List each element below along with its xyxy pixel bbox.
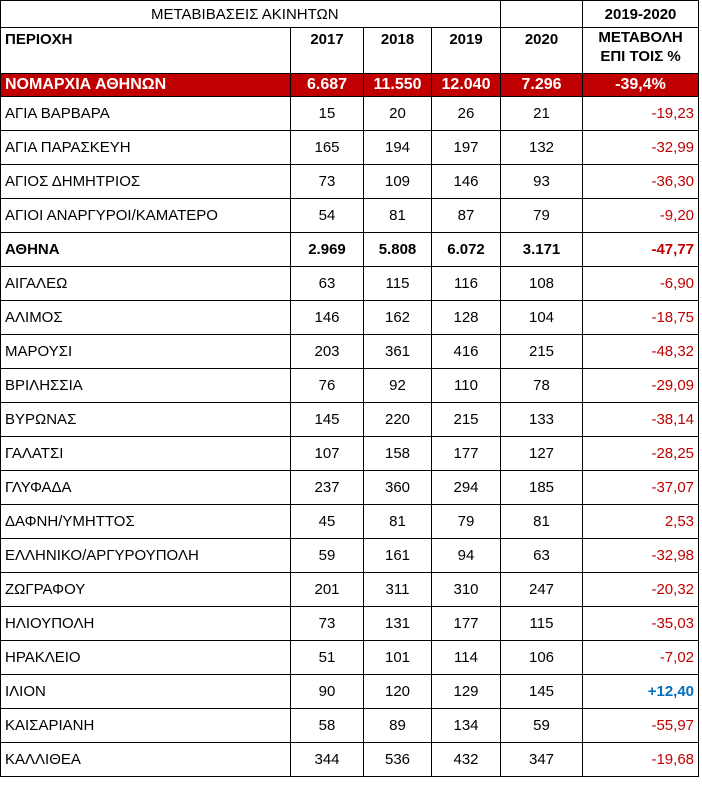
change-cell[interactable]: -18,75 (583, 301, 699, 335)
value-2019-cell[interactable]: 26 (432, 97, 501, 131)
value-2020-cell[interactable]: 132 (501, 131, 583, 165)
value-2017-cell[interactable]: 90 (291, 675, 364, 709)
value-2019-cell[interactable]: 432 (432, 743, 501, 777)
value-2018-cell[interactable]: 360 (364, 471, 432, 505)
value-2019-cell[interactable]: 177 (432, 437, 501, 471)
change-cell[interactable]: -35,03 (583, 607, 699, 641)
area-cell[interactable]: ΒΡΙΛΗΣΣΙΑ (1, 369, 291, 403)
table-row (1, 131, 699, 165)
change-cell[interactable]: -9,20 (583, 199, 699, 233)
value-2019-cell[interactable]: 294 (432, 471, 501, 505)
value-2017-cell[interactable]: 15 (291, 97, 364, 131)
value-2020-cell[interactable]: 59 (501, 709, 583, 743)
change-cell[interactable]: -6,90 (583, 267, 699, 301)
change-cell[interactable]: -32,99 (583, 131, 699, 165)
value-2020-cell[interactable]: 133 (501, 403, 583, 437)
table-row (1, 301, 699, 335)
change-cell[interactable]: -48,32 (583, 335, 699, 369)
total-2018[interactable]: 11.550 (364, 74, 432, 97)
value-2020-cell[interactable]: 3.171 (501, 233, 583, 267)
change-cell[interactable]: -36,30 (583, 165, 699, 199)
table-row (1, 539, 699, 573)
value-2020-cell[interactable]: 106 (501, 641, 583, 675)
area-cell[interactable]: ΑΓΙΟΙ ΑΝΑΡΓΥΡΟΙ/ΚΑΜΑΤΕΡΟ (1, 199, 291, 233)
value-2018-cell[interactable]: 20 (364, 97, 432, 131)
value-2020-cell[interactable]: 21 (501, 97, 583, 131)
value-2017-cell[interactable]: 2.969 (291, 233, 364, 267)
value-2020-cell[interactable]: 63 (501, 539, 583, 573)
empty-cell[interactable] (501, 1, 583, 28)
total-area[interactable]: ΝΟΜΑΡΧΙΑ ΑΘΗΝΩΝ (1, 74, 291, 97)
header-2017[interactable]: 2017 (291, 28, 364, 74)
value-2017-cell[interactable]: 54 (291, 199, 364, 233)
value-2020-cell[interactable]: 247 (501, 573, 583, 607)
table-row (1, 335, 699, 369)
value-2018-cell[interactable]: 194 (364, 131, 432, 165)
header-2018[interactable]: 2018 (364, 28, 432, 74)
value-2017-cell[interactable]: 73 (291, 165, 364, 199)
value-2017-cell[interactable]: 107 (291, 437, 364, 471)
table-row (1, 505, 699, 539)
value-2019-cell[interactable]: 177 (432, 607, 501, 641)
area-cell[interactable]: ΜΑΡΟΥΣΙ (1, 335, 291, 369)
change-cell[interactable]: -20,32 (583, 573, 699, 607)
value-2018-cell[interactable]: 162 (364, 301, 432, 335)
value-2019-cell[interactable]: 94 (432, 539, 501, 573)
change-cell[interactable]: -19,23 (583, 97, 699, 131)
area-cell[interactable]: ΒΥΡΩΝΑΣ (1, 403, 291, 437)
value-2017-cell[interactable]: 73 (291, 607, 364, 641)
value-2018-cell[interactable]: 5.808 (364, 233, 432, 267)
table-row (1, 267, 699, 301)
value-2017-cell[interactable]: 146 (291, 301, 364, 335)
table-title[interactable]: ΜΕΤΑΒΙΒΑΣΕΙΣ ΑΚΙΝΗΤΩΝ (1, 1, 501, 28)
area-cell[interactable]: ΚΑΙΣΑΡΙΑΝΗ (1, 709, 291, 743)
value-2020-cell[interactable]: 185 (501, 471, 583, 505)
change-cell[interactable]: -37,07 (583, 471, 699, 505)
period-label[interactable]: 2019-2020 (583, 1, 699, 28)
value-2020-cell[interactable]: 81 (501, 505, 583, 539)
value-2017-cell[interactable]: 165 (291, 131, 364, 165)
value-2020-cell[interactable]: 127 (501, 437, 583, 471)
total-2017[interactable]: 6.687 (291, 74, 364, 97)
value-2018-cell[interactable]: 361 (364, 335, 432, 369)
header-row (1, 28, 699, 74)
value-2020-cell[interactable]: 78 (501, 369, 583, 403)
value-2018-cell[interactable]: 81 (364, 505, 432, 539)
table-row (1, 641, 699, 675)
area-cell[interactable]: ΑΓΙΑ ΠΑΡΑΣΚΕΥΗ (1, 131, 291, 165)
value-2017-cell[interactable]: 344 (291, 743, 364, 777)
value-2017-cell[interactable]: 237 (291, 471, 364, 505)
area-cell[interactable]: ΑΙΓΑΛΕΩ (1, 267, 291, 301)
table-row (1, 437, 699, 471)
header-2020[interactable]: 2020 (501, 28, 583, 74)
table-row (1, 233, 699, 267)
header-change[interactable] (583, 28, 699, 74)
table-row (1, 97, 699, 131)
area-cell[interactable]: ΑΛΙΜΟΣ (1, 301, 291, 335)
value-2017-cell[interactable]: 76 (291, 369, 364, 403)
value-2018-cell[interactable]: 89 (364, 709, 432, 743)
value-2020-cell[interactable]: 215 (501, 335, 583, 369)
value-2019-cell[interactable]: 134 (432, 709, 501, 743)
value-2018-cell[interactable]: 101 (364, 641, 432, 675)
area-cell[interactable]: ΚΑΛΛΙΘΕΑ (1, 743, 291, 777)
change-cell[interactable]: -28,25 (583, 437, 699, 471)
value-2018-cell[interactable]: 161 (364, 539, 432, 573)
total-change[interactable]: -39,4% (583, 74, 699, 97)
value-2019-cell[interactable]: 129 (432, 675, 501, 709)
value-2020-cell[interactable]: 104 (501, 301, 583, 335)
table-row (1, 709, 699, 743)
value-2018-cell[interactable]: 109 (364, 165, 432, 199)
value-2017-cell[interactable]: 58 (291, 709, 364, 743)
value-2018-cell[interactable]: 81 (364, 199, 432, 233)
area-cell[interactable]: ΓΑΛΑΤΣΙ (1, 437, 291, 471)
area-cell[interactable]: ΓΛΥΦΑΔΑ (1, 471, 291, 505)
value-2019-cell[interactable]: 110 (432, 369, 501, 403)
value-2017-cell[interactable]: 203 (291, 335, 364, 369)
value-2018-cell[interactable]: 158 (364, 437, 432, 471)
change-cell[interactable]: -38,14 (583, 403, 699, 437)
value-2019-cell[interactable]: 116 (432, 267, 501, 301)
area-cell[interactable]: ΙΛΙΟΝ (1, 675, 291, 709)
area-cell[interactable]: ΕΛΛΗΝΙΚΟ/ΑΡΓΥΡΟΥΠΟΛΗ (1, 539, 291, 573)
change-cell[interactable]: -32,98 (583, 539, 699, 573)
change-cell[interactable]: -29,09 (583, 369, 699, 403)
value-2019-cell[interactable]: 310 (432, 573, 501, 607)
value-2018-cell[interactable]: 131 (364, 607, 432, 641)
table-row (1, 573, 699, 607)
header-2019[interactable]: 2019 (432, 28, 501, 74)
value-2018-cell[interactable]: 220 (364, 403, 432, 437)
header-change-line2: ΕΠΙ ΤΟΙΣ % (600, 48, 681, 65)
value-2018-cell[interactable]: 115 (364, 267, 432, 301)
table-row (1, 165, 699, 199)
value-2017-cell[interactable]: 45 (291, 505, 364, 539)
value-2020-cell[interactable]: 115 (501, 607, 583, 641)
table-row (1, 743, 699, 777)
value-2017-cell[interactable]: 201 (291, 573, 364, 607)
value-2019-cell[interactable]: 79 (432, 505, 501, 539)
change-cell[interactable]: -55,97 (583, 709, 699, 743)
value-2018-cell[interactable]: 120 (364, 675, 432, 709)
value-2017-cell[interactable]: 63 (291, 267, 364, 301)
value-2020-cell[interactable]: 79 (501, 199, 583, 233)
change-cell[interactable]: -7,02 (583, 641, 699, 675)
value-2017-cell[interactable]: 59 (291, 539, 364, 573)
title-row (1, 1, 699, 28)
total-2019[interactable]: 12.040 (432, 74, 501, 97)
area-cell[interactable]: ΗΛΙΟΥΠΟΛΗ (1, 607, 291, 641)
value-2018-cell[interactable]: 92 (364, 369, 432, 403)
change-cell[interactable]: -47,77 (583, 233, 699, 267)
table-row (1, 403, 699, 437)
value-2018-cell[interactable]: 536 (364, 743, 432, 777)
value-2019-cell[interactable]: 146 (432, 165, 501, 199)
area-cell[interactable]: ΑΓΙΑ ΒΑΡΒΑΡΑ (1, 97, 291, 131)
area-cell[interactable]: ΔΑΦΝΗ/ΥΜΗΤΤΟΣ (1, 505, 291, 539)
table-row (1, 471, 699, 505)
area-cell[interactable]: ΖΩΓΡΑΦΟΥ (1, 573, 291, 607)
total-2020[interactable]: 7.296 (501, 74, 583, 97)
table-row (1, 675, 699, 709)
change-cell[interactable]: +12,40 (583, 675, 699, 709)
header-change-line1: ΜΕΤΑΒΟΛΗ (598, 29, 683, 46)
table-row (1, 607, 699, 641)
value-2018-cell[interactable]: 311 (364, 573, 432, 607)
change-cell[interactable]: 2,53 (583, 505, 699, 539)
table-row (1, 199, 699, 233)
value-2020-cell[interactable]: 93 (501, 165, 583, 199)
value-2019-cell[interactable]: 6.072 (432, 233, 501, 267)
area-cell[interactable]: ΑΘΗΝΑ (1, 233, 291, 267)
value-2019-cell[interactable]: 215 (432, 403, 501, 437)
value-2017-cell[interactable]: 145 (291, 403, 364, 437)
value-2020-cell[interactable]: 347 (501, 743, 583, 777)
value-2019-cell[interactable]: 114 (432, 641, 501, 675)
area-cell[interactable]: ΗΡΑΚΛΕΙΟ (1, 641, 291, 675)
value-2019-cell[interactable]: 87 (432, 199, 501, 233)
value-2020-cell[interactable]: 108 (501, 267, 583, 301)
total-row (1, 74, 699, 97)
value-2019-cell[interactable]: 128 (432, 301, 501, 335)
value-2019-cell[interactable]: 197 (432, 131, 501, 165)
table-row (1, 369, 699, 403)
change-cell[interactable]: -19,68 (583, 743, 699, 777)
value-2017-cell[interactable]: 51 (291, 641, 364, 675)
value-2019-cell[interactable]: 416 (432, 335, 501, 369)
area-cell[interactable]: ΑΓΙΟΣ ΔΗΜΗΤΡΙΟΣ (1, 165, 291, 199)
value-2020-cell[interactable]: 145 (501, 675, 583, 709)
header-area[interactable]: ΠΕΡΙΟΧΗ (1, 28, 291, 74)
